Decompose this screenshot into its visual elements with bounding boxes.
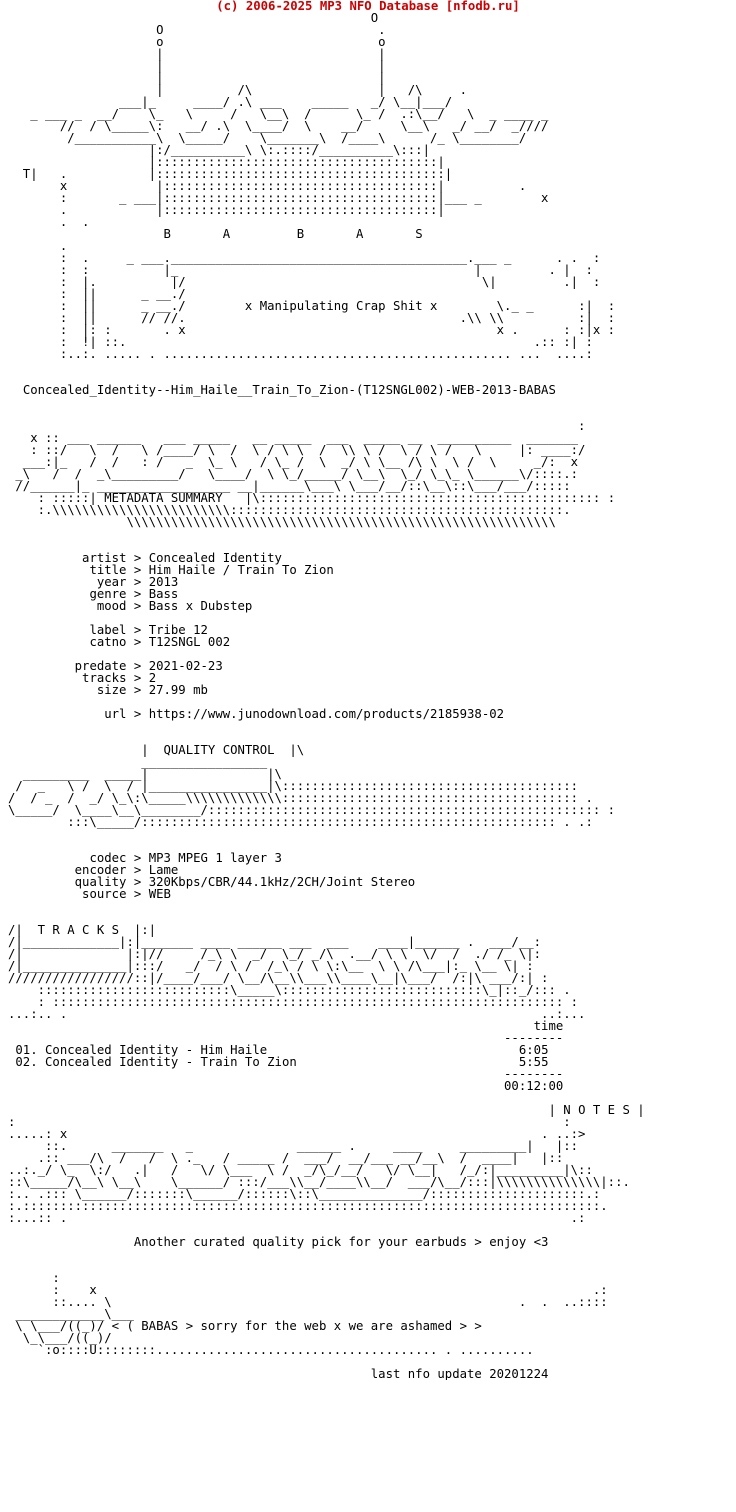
group-logo-art: O O . o o | | | | | | | /\ | /\ . ___|_ ____/ .\ ___ _____ _/ \__|___/ _ ___ _ __/ \_ \ / \__\ / \_ / .:\__/ \ _ ____ _ // / \_____\: __/ .\ \____/ \ __/ \__\ _/ __/ _//// /___________\ \_____/ \_______\ /____\ /_ \________/ |:/__________\ \:.::::/__________\:::| |::::::::::::::::::::::::::::::::::::::| T| . |:::::::::::::::::::::::::::::::::::::::| x |:::::::::::::::::::::::::::::::::::::| . : _ ___|:::::::::::::::::::::::::::::::::::::|___ _ x . |:::::::::::::::::::::::::::::::::::::| . . (22, 12, 549, 229)
group-letters: B A B A S (163, 227, 423, 241)
metadata-separator: > (126, 623, 149, 637)
quality-label: codec (89, 851, 127, 865)
metadata-label: artist (82, 551, 127, 565)
site-banner: (c) 2006-2025 MP3 NFO Database [nfodb.ru] (216, 0, 520, 13)
metadata-header-art-bottom: :.\\\\\\\\\\\\\\\\\\\\\\\\:::::::::::::::::::::::::::::::::::::::::::::. \\\\\\\\\\\\\\\\\\\\\\\\\\\\\\\\\\\\\\\\\\\\\\\\\\\\\\\\\\ (37, 503, 571, 529)
metadata-row (8, 600, 728, 612)
track-list (8, 1044, 728, 1068)
quality-value: 320Kbps/CBR/44.1kHz/2CH/Joint Stereo (148, 875, 416, 889)
metadata-value: 2 (148, 671, 157, 685)
metadata-separator: > (126, 635, 149, 649)
metadata-value: 27.99 mb (148, 683, 208, 697)
logo-frame-top: . : . _ ___.________________________________________.___ _ . . : : : |_ | . | : : |. |/ \| .| : : || _ __./ (59, 239, 601, 301)
metadata-value: Concealed Identity (148, 551, 282, 565)
quality-label: quality (74, 875, 127, 889)
quality-value: Lame (148, 863, 179, 877)
metadata-value[interactable]: https://www.junodownload.com/products/2185938-02 (148, 707, 505, 721)
notes-header-row: | N O T E S | (8, 1103, 645, 1117)
metadata-header-row: : :::::| METADATA SUMMARY |\:::::::::::::::::::::::::::::::::::::::::::::: : (8, 491, 616, 505)
metadata-separator: > (126, 707, 149, 721)
section-title-quality: QUALITY CONTROL (163, 743, 275, 757)
metadata-separator: > (126, 575, 149, 589)
track-time: 5:55 (518, 1055, 549, 1069)
tracks-total-row (8, 1080, 728, 1092)
tracks-header-art: /|_____________|:|_______ ____ ______ ___ ___ ____|______ . ___/__: /| |:|// /_\ \ _/ \_/ _/\ .__/ \ \ \/ / ./ /_ \|: /|______________|:::/ _/ / \ / /_\ / \ \:\__ \ \ /\___|:_ \__ \| : /////////////////::|/____/___/ \__/\__\\___\\____\__|\___/ /:|\ ___/:| : ::::::::::::::::::::::::::\_____\:::::::::::::::::::::::::::\_|::_/::: . : ::::::::::::::::::::::::::::::::::::::::::::::::::::::::::::::::::::: : ...:.. . ..:... (8, 935, 586, 1021)
footer-signature: < ( BABAS > sorry for the web x we are ashamed > > (111, 1319, 482, 1333)
quality-header-row: | QUALITY CONTROL |\ (8, 743, 305, 757)
quality-separator: > (126, 851, 149, 865)
quality-value: WEB (148, 887, 171, 901)
metadata-value: T12SNGL 002 (148, 635, 231, 649)
track-number: 01. (15, 1043, 38, 1057)
metadata-label: label (89, 623, 127, 637)
metadata-value: 2021-02-23 (148, 659, 223, 673)
metadata-label: tracks (82, 671, 127, 685)
footer-art-bottom: \_\___/((_)/ `:o::::U::::::::...................................... . .......... (22, 1331, 534, 1357)
metadata-list (8, 552, 728, 720)
metadata-separator: > (126, 563, 149, 577)
metadata-separator: > (126, 659, 149, 673)
notes-text: Another curated quality pick for your earbuds > enjoy <3 (133, 1235, 549, 1249)
logo-frame-bottom: : || // //. .\\ \\ :| : : |: : . x x . : :|x : : !| ::. .:: :| : :..:. ..... . ............................................... ... ....: (59, 311, 616, 361)
section-title-metadata: METADATA SUMMARY (104, 491, 223, 505)
group-letters-row (8, 228, 728, 240)
release-name-row (8, 384, 728, 396)
section-title-notes: N O T E S (563, 1103, 630, 1117)
track-title: Concealed Identity - Him Haile (45, 1043, 268, 1057)
tagline: x Manipulating Crap Shit x (244, 299, 438, 313)
quality-label: encoder (74, 863, 127, 877)
quality-header-art: _________________ _________ _____| |\ / _ \ / \ / |________________|\:::::::::::::::::::::::::::::::::::::::: / / _ / _/ \_\:\_____\\\\\\\\\\\\\:::::::::::::::::::::::::::::::::::::::: . \_____/ \____\__\________/::::::::::::::::::::::::::::::::::::::::::::::::::::: : :::\_____/:::::::::::::::::::::::::::::::::::::::::::::::::::::::: . .: (8, 755, 616, 829)
notes-header-art: : : .....: x . ..:> ::. _______ _ ______ . ____ _________| |:: .:: ___/\ / / \ ._ / _____ / ___/ __/___ __/__\ / ____| |:: ..:._/ \_ \:/ .| / \/ \___ \ / _/\_/__/ \/ \__| /_/:|_________|\:: ::\_____/\__\ \__\ \______/ :::/___\\__/____\\__/ ___/\__/:::|\\\\\\\\\\\\\\|::. :.. .::: \______/:::::::\______/::::::\::\______________/:::::::::::::::::::::.: :.::::::::::::::::::::::::::::::::::::::::::::::::::::::::::::::::::::::::::::::. :...:: . .: (8, 1115, 630, 1225)
metadata-label: title (89, 563, 127, 577)
release-name: Concealed_Identity--Him_Haile__Train_To_Zion-(T12SNGL002)-WEB-2013-BABAS (22, 383, 556, 397)
tracks-rule-bottom: -------- (8, 1067, 564, 1081)
metadata-label: predate (74, 659, 127, 673)
quality-label: source (82, 887, 127, 901)
tagline-row: : || _ __./ x Manipulating Crap Shit x \._ _ :| : (8, 299, 616, 313)
metadata-value: Him Haile / Train To Zion (148, 563, 334, 577)
metadata-row (8, 636, 728, 648)
quality-separator: > (126, 875, 149, 889)
metadata-value: Bass x Dubstep (148, 599, 253, 613)
track-time: 6:05 (518, 1043, 549, 1057)
metadata-row (8, 708, 728, 720)
metadata-label: genre (89, 587, 127, 601)
quality-separator: > (126, 863, 149, 877)
track-title: Concealed Identity - Train To Zion (45, 1055, 297, 1069)
metadata-header-art: : x :: ___ ______ ___ _____ __ _____ ___ _____ __ __________ _______ : ::/ \ / \ /____/ \ / \ / \ \ / \\ \ / \ / \ / \ |: ____:/ ___:|_ / / : / _ \_ \ / \_ / \ _/ \ \__ /\ \ \ / \ _/: x _\ / / _\_________/ \____/ \ \_/_____/ \__\ \_/ \_\_ \______\/::::.: //______|_ __________________ __|______\___\ \___/__/::\__\::\___/___/::::: (15, 419, 586, 493)
total-time: 00:12:00 (504, 1079, 564, 1093)
nfo-document (8, 12, 728, 1380)
metadata-value: Tribe 12 (148, 623, 208, 637)
last-update-row (8, 1368, 728, 1380)
track-number: 02. (15, 1055, 38, 1069)
metadata-value: Bass (148, 587, 179, 601)
footer-art-top: : : x .: ::.... \ . . ..:::: ____________\___ (15, 1271, 608, 1321)
last-update: last nfo update 20201224 (370, 1367, 549, 1380)
metadata-separator: > (126, 599, 149, 613)
metadata-label: mood (96, 599, 127, 613)
metadata-separator: > (126, 551, 149, 565)
tracks-rule-top: -------- (8, 1031, 564, 1045)
section-title-tracks: T R A C K S (37, 923, 120, 937)
quality-value: MP3 MPEG 1 layer 3 (148, 851, 282, 865)
notes-text-row (8, 1236, 728, 1248)
metadata-label: size (96, 683, 127, 697)
time-column-header: time (533, 1019, 564, 1033)
metadata-row (8, 684, 728, 696)
metadata-label: catno (89, 635, 127, 649)
footer-signature-row: \ \___/((_)/ < ( BABAS > sorry for the web x we are ashamed > > (8, 1319, 482, 1333)
metadata-separator: > (126, 671, 149, 685)
quality-list (8, 852, 728, 900)
metadata-separator: > (126, 683, 149, 697)
metadata-label: url (104, 707, 127, 721)
tracks-header-row: /| T R A C K S |:| (8, 923, 157, 937)
metadata-label: year (96, 575, 127, 589)
quality-separator: > (126, 887, 149, 901)
quality-row (8, 888, 728, 900)
metadata-value: 2013 (148, 575, 179, 589)
metadata-separator: > (126, 587, 149, 601)
